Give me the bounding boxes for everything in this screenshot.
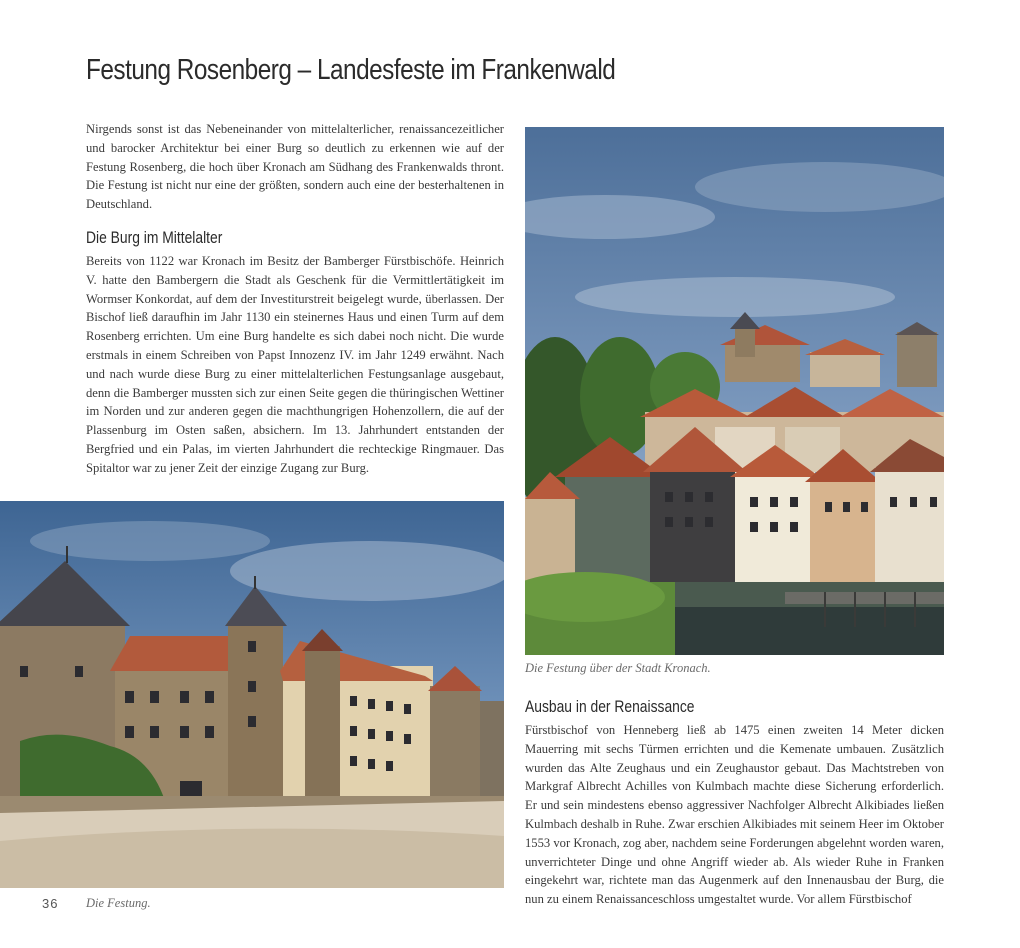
section-text-middle-ages: Bereits von 1122 war Kronach im Besitz der Bamberger Fürstbischöfe. Heinrich V. hatte den Bambergern die Stadt als Geschenk für die Vermittlertätigkeit im Wormser Konkordat, auf dem der Investiturstreit beigelegt wurde, überlassen. Der Bischof ließ daraufhin im Jahr 1130 ein steinernes Haus und einen Turm auf dem Rosenberg errichten. Um eine Burg handelte es sich dabei noch nicht. Die wurde erstmals in einem Schreiben von Papst Innozenz IV. im Jahr 1249 erwähnt. Nach und nach wurde diese Burg zu einer mittelalterlichen Festungsanlage ausgebaut, denn die Bamberger mussten sich zur einen Seite gegen die thüringischen Wettiner im Norden und zur anderen gegen die machthungrigen Hohenzollern, die auf der Plassenburg im Osten saßen, absichern. Im 13. Jahrhundert entstanden der Bergfried und ein Palas, im vierten Jahrhundert die rechteckige Ringmauer. Das Spitaltor war zu jener Zeit der einzige Zugang zur Burg. [86, 254, 504, 475]
section-heading-middle-ages: Die Burg im Mittelalter [86, 229, 223, 247]
page-number: 36 [42, 896, 59, 911]
intro-paragraph: Nirgends sonst ist das Nebeneinander von mittelalterlicher, renaissancezeitlicher und barocker Architektur bei einer Burg so deutlich zu erkennen wie auf der Festung Rosenberg, die hoch über Kronach am Südhang des Frankenwalds thront. Die Festung ist nicht nur eine der größten, sondern auch eine der besterhaltenen in Deutschland. [86, 122, 504, 212]
page-title: Festung Rosenberg – Landesfeste im Frankenwald [86, 54, 616, 86]
photo-kronach-town [525, 127, 944, 655]
section-heading-renaissance: Ausbau in der Renaissance [525, 698, 695, 716]
photo-fortress [0, 501, 504, 888]
section-text-renaissance: Fürstbischof von Henneberg ließ ab 1475 einen zweiten 14 Meter dicken Mauerring mit sechs Türmen errichten und die Kemenate umbauen. Zusätzlich wurden das Alte Zeughaus und ein Zeughaustor gebaut. Das Machtstreben von Markgraf Albrecht Achilles von Kulmbach machte diese Sicherung erforderlich. Er und sein mindestens ebenso aggressiver Nachfolger Albrecht Alkibiades ließen Kulmbach deshalb in Ruhe. Zwar erschien Alkibiades mit seinem Heer im Oktober 1553 vor Kronach, zog aber, nachdem seine Forderungen abgelehnt worden waren, unverrichteter Dinge und ohne Angriff wieder ab. Als wieder Ruhe in Franken eingekehrt war, richtete man das Augenmerk auf den Innenausbau der Burg, die nun zu einem Renaissanceschloss umgestaltet wurde. Vor allem Fürstbischof [525, 723, 944, 907]
caption-town-photo: Die Festung über der Stadt Kronach. [525, 661, 711, 675]
caption-fortress-photo: Die Festung. [86, 896, 151, 910]
